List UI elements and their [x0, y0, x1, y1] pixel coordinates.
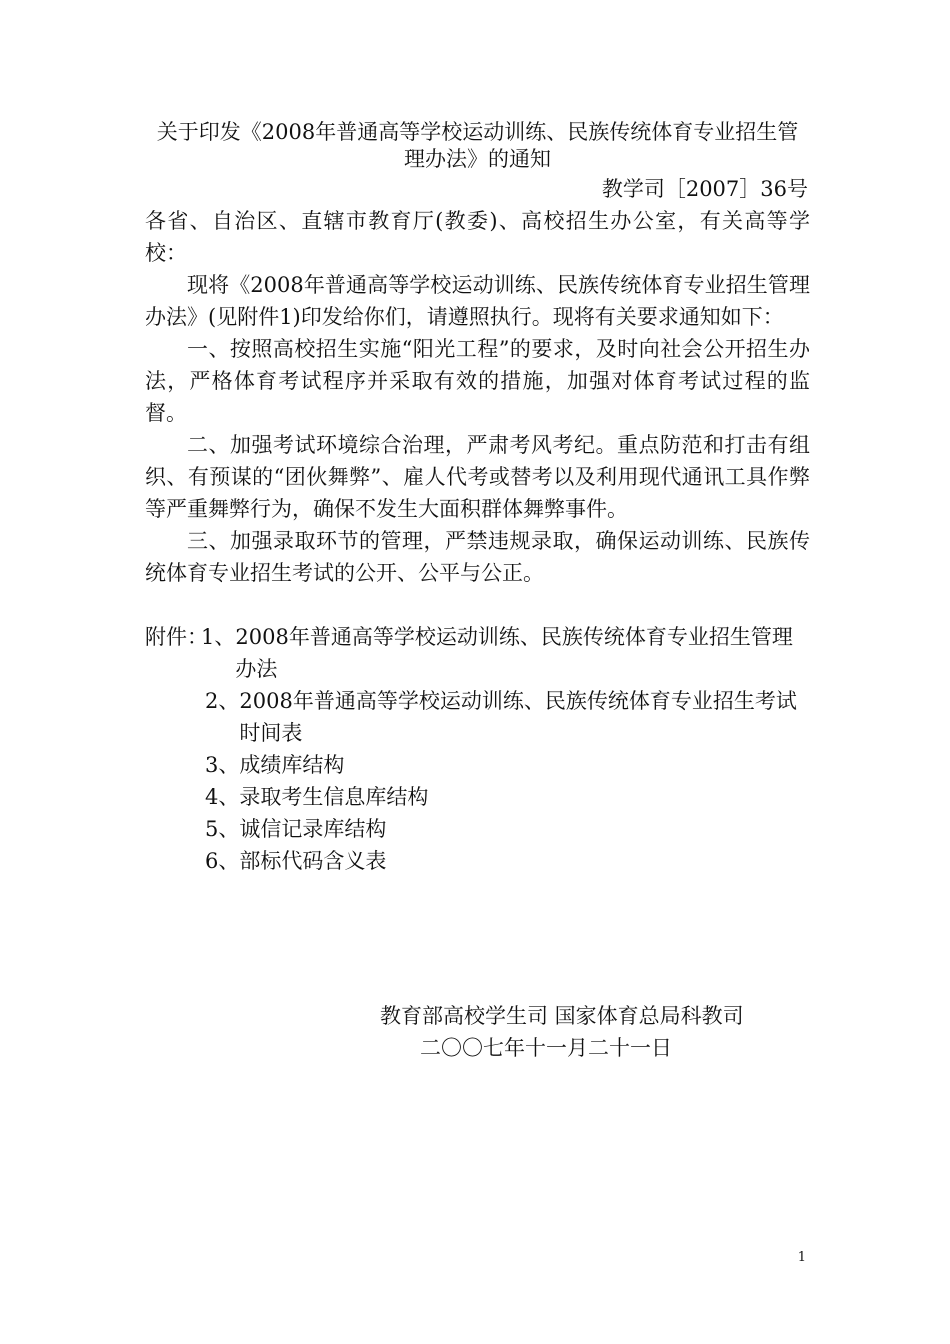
- salutation: 各省、自治区、直辖市教育厅(教委)、高校招生办公室，有关高等学校：: [145, 209, 810, 265]
- attachment-text: 2008年普通高等学校运动训练、民族传统体育专业招生管理办法: [235, 625, 793, 681]
- attachment-item: [145, 621, 810, 685]
- blank-line: [145, 589, 810, 621]
- attachment-text: 录取考生信息库结构: [239, 785, 429, 809]
- attachment-number: 4、: [205, 785, 240, 809]
- paragraph-item-2: 二、加强考试环境综合治理，严肃考风考纪。重点防范和打击有组织、有预谋的“团伙舞弊”、雇人代考或替考以及利用现代通讯工具作弊等严重舞弊行为，确保不发生大面积群体舞弊事件。: [145, 433, 810, 521]
- paragraph-intro: 现将《2008年普通高等学校运动训练、民族传统体育专业招生管理办法》(见附件1)印发给你们，请遵照执行。现将有关要求通知如下：: [145, 273, 810, 329]
- attachment-item: [145, 845, 810, 877]
- attachment-item: [145, 749, 810, 781]
- signature-block: [370, 1000, 790, 1064]
- attachment-number: 5、: [205, 817, 240, 841]
- attachment-number: 3、: [205, 753, 240, 777]
- attachment-number: 6、: [205, 849, 240, 873]
- attachment-text: 诚信记录库结构: [239, 817, 387, 841]
- page-number: 1: [797, 1250, 806, 1265]
- signature-date: 二〇〇七年十一月二十一日: [420, 1036, 672, 1060]
- attachments-label: 附件：: [145, 625, 208, 649]
- attachment-text: 2008年普通高等学校运动训练、民族传统体育专业招生考试时间表: [239, 689, 797, 745]
- document-title: 关于印发《2008年普通高等学校运动训练、民族传统体育专业招生管理办法》的通知: [156, 120, 799, 171]
- attachments-list: [145, 621, 810, 877]
- paragraph-item-3: 三、加强录取环节的管理，严禁违规录取，确保运动训练、民族传统体育专业招生考试的公开、公平与公正。: [145, 529, 810, 585]
- attachment-number: 2、: [205, 689, 240, 713]
- signature-organizations: 教育部高校学生司 国家体育总局科教司: [380, 1004, 744, 1028]
- paragraph-item-1: 一、按照高校招生实施“阳光工程”的要求，及时向社会公开招生办法，严格体育考试程序并采取有效的措施，加强对体育考试过程的监督。: [145, 337, 810, 425]
- attachment-item: [145, 781, 810, 813]
- attachment-number: 1、: [201, 625, 236, 649]
- attachment-text: 部标代码含义表: [239, 849, 387, 873]
- attachments-section: [145, 621, 810, 877]
- document-body: [145, 119, 810, 877]
- attachment-text: 成绩库结构: [239, 753, 345, 777]
- attachment-item: [145, 685, 810, 749]
- document-number: 教学司［2007］36号: [601, 177, 808, 201]
- attachment-item: [145, 813, 810, 845]
